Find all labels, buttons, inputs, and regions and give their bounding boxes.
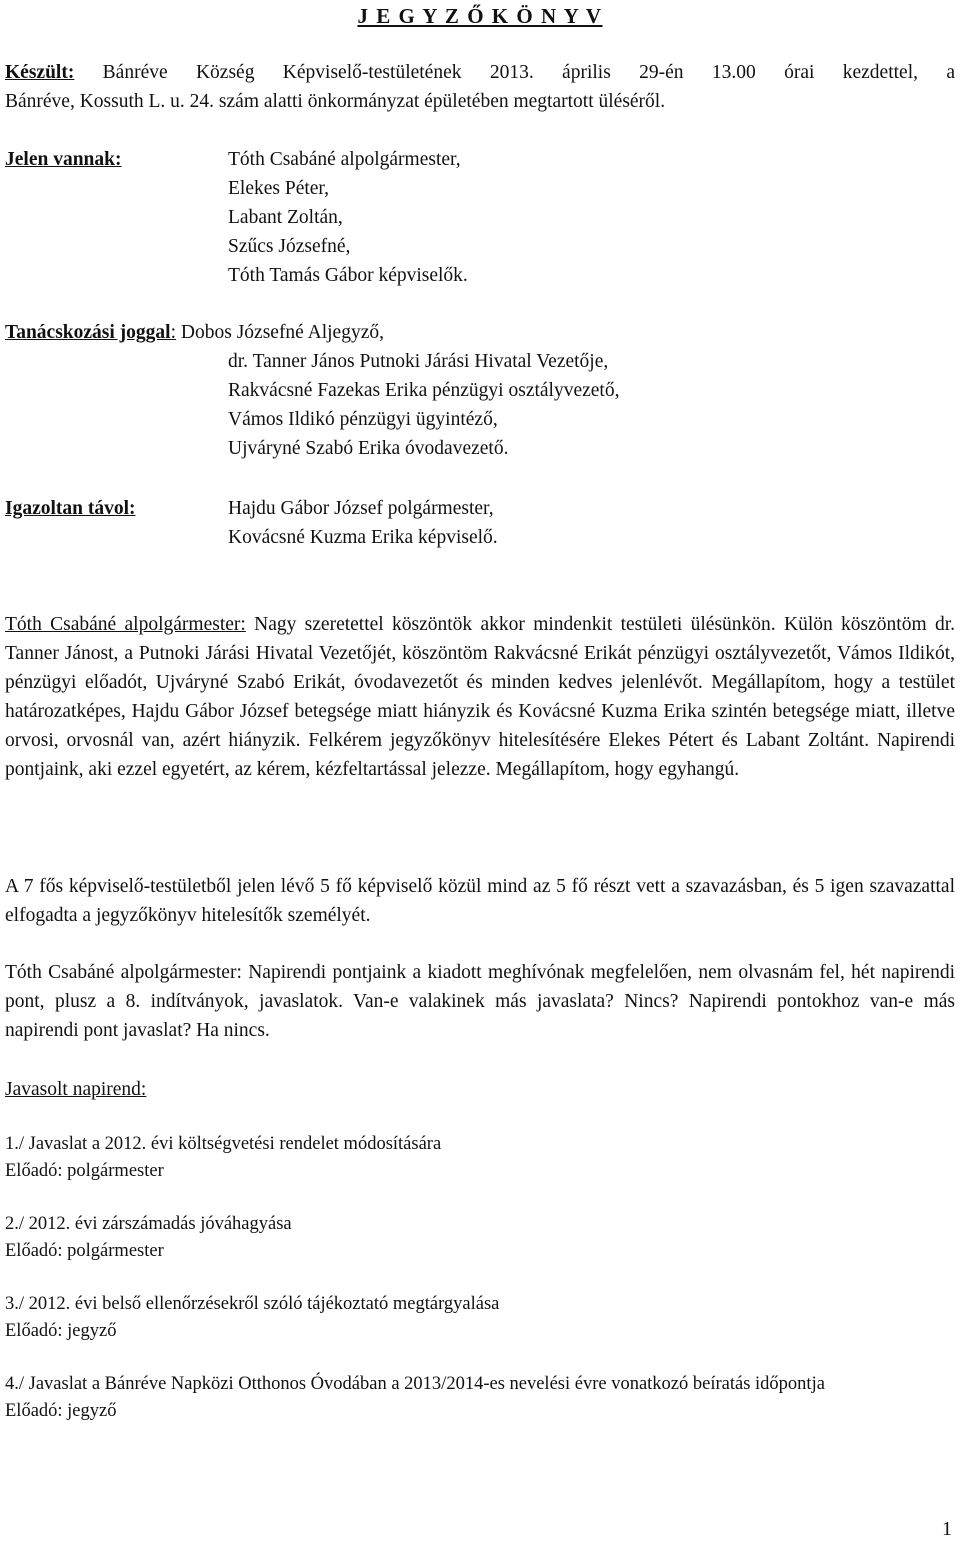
agenda-item <box>5 1211 292 1265</box>
agenda-item-presenter: Előadó: polgármester <box>5 1161 164 1181</box>
speech-paragraph-1 <box>5 610 955 784</box>
page-number: 1 <box>942 1518 952 1540</box>
agenda-item-presenter: Előadó: polgármester <box>5 1241 164 1261</box>
agenda-item-title: 2./ 2012. évi zárszámadás jóváhagyása <box>5 1214 292 1234</box>
advisory-first: Dobos Józsefné Aljegyző, <box>176 322 384 343</box>
present-name: Tóth Csabáné alpolgármester, <box>228 149 461 170</box>
present-name: Elekes Péter, <box>228 178 330 199</box>
speech-paragraph-2: Tóth Csabáné alpolgármester: Napirendi pontjaink a kiadott meghívónak megfelelően, nem olvasnám fel, hét napirendi pont, plusz a 8. indítványok, javaslatok. Van-e valakinek más javaslata? Nincs? Napirendi pontokhoz van-e más napirendi pont javaslat? Ha nincs. <box>5 962 955 1041</box>
advisory-name: Vámos Ildikó pénzügyi ügyintéző, <box>228 409 498 430</box>
speech-text-1: Nagy szeretettel köszöntök akkor mindenkit testületi ülésünkön. Külön köszöntöm dr. Tanner Jánost, a Putnoki Járási Hivatal Vezetőjét, köszöntöm Rakvácsné Erikát pénzügyi osztályvezetőt, Vámos Ildikót, pénzügyi előadót, Ujváryné Szabó Erikát, óvodavezetőt és minden kedves jelenlévőt. Megállapítom, hogy a testület határozatképes, Hajdu Gábor József betegsége miatt hiányzik és Kovácsné Kuzma Erika szintén betegsége miatt, illetve orvosi, orvosnál van, azért hiányzik. Felkérem jegyzőkönyv hitelesítésére Elekes Pétert és Labant Zoltánt. Napirendi pontjaink, aki ezzel egyetért, az kérem, kézfeltartással jelezze. Megállapítom, hogy egyhangú. <box>5 614 955 780</box>
absent-name: Hajdu Gábor József polgármester, <box>228 498 494 519</box>
made-paragraph <box>5 58 955 116</box>
advisory-name: Rakvácsné Fazekas Erika pénzügyi osztályvezető, <box>228 380 620 401</box>
agenda-item-title: 4./ Javaslat a Bánréve Napközi Otthonos Óvodában a 2013/2014-es nevelési évre vonatkozó beíratás időpontja <box>5 1374 825 1394</box>
made-label: Készült: <box>5 62 75 83</box>
absent-name: Kovácsné Kuzma Erika képviselő. <box>228 527 498 548</box>
made-line-2: Bánréve, Kossuth L. u. 24. szám alatti önkormányzat épületében megtartott üléséről. <box>5 91 666 112</box>
present-name: Szűcs Józsefné, <box>228 236 351 257</box>
agenda-item <box>5 1371 955 1425</box>
advisory-name: dr. Tanner János Putnoki Járási Hivatal Vezetője, <box>228 351 609 372</box>
agenda-heading: Javasolt napirend: <box>5 1079 147 1100</box>
absent-list <box>228 494 498 552</box>
vote-paragraph: A 7 fős képviselő-testületből jelen lévő 5 fő képviselő közül mind az 5 fő részt vett a szavazásban, és 5 igen szavazattal elfogadta a jegyzőkönyv hitelesítők személyét. <box>5 876 955 926</box>
speaker-label: Tóth Csabáné alpolgármester: <box>5 614 246 635</box>
present-label: Jelen vannak: <box>5 149 122 170</box>
present-name: Labant Zoltán, <box>228 207 343 228</box>
advisory-label: Tanácskozási joggal <box>5 322 171 343</box>
advisory-list <box>228 347 619 463</box>
absent-label: Igazoltan távol: <box>5 498 136 519</box>
agenda-item <box>5 1131 441 1185</box>
agenda-item-presenter: Előadó: jegyző <box>5 1321 117 1341</box>
agenda-item <box>5 1291 499 1345</box>
made-line-1 <box>5 58 955 87</box>
agenda-item-presenter: Előadó: jegyző <box>5 1401 117 1421</box>
document-title: J E G Y Z Ő K Ö N Y V <box>357 4 603 28</box>
agenda-item-title: 1./ Javaslat a 2012. évi költségvetési rendelet módosítására <box>5 1134 442 1154</box>
advisory-line <box>5 318 384 347</box>
present-list <box>228 145 468 290</box>
advisory-name: Ujváryné Szabó Erika óvodavezető. <box>228 438 509 459</box>
made-text-1: Bánréve Község Képviselő-testületének 2013. április 29-én 13.00 órai kezdettel, a <box>102 62 955 83</box>
present-name: Tóth Tamás Gábor képviselők. <box>228 265 468 286</box>
advisory-colon: : <box>170 322 177 343</box>
agenda-item-title: 3./ 2012. évi belső ellenőrzésekről szóló tájékoztató megtárgyalása <box>5 1294 500 1314</box>
